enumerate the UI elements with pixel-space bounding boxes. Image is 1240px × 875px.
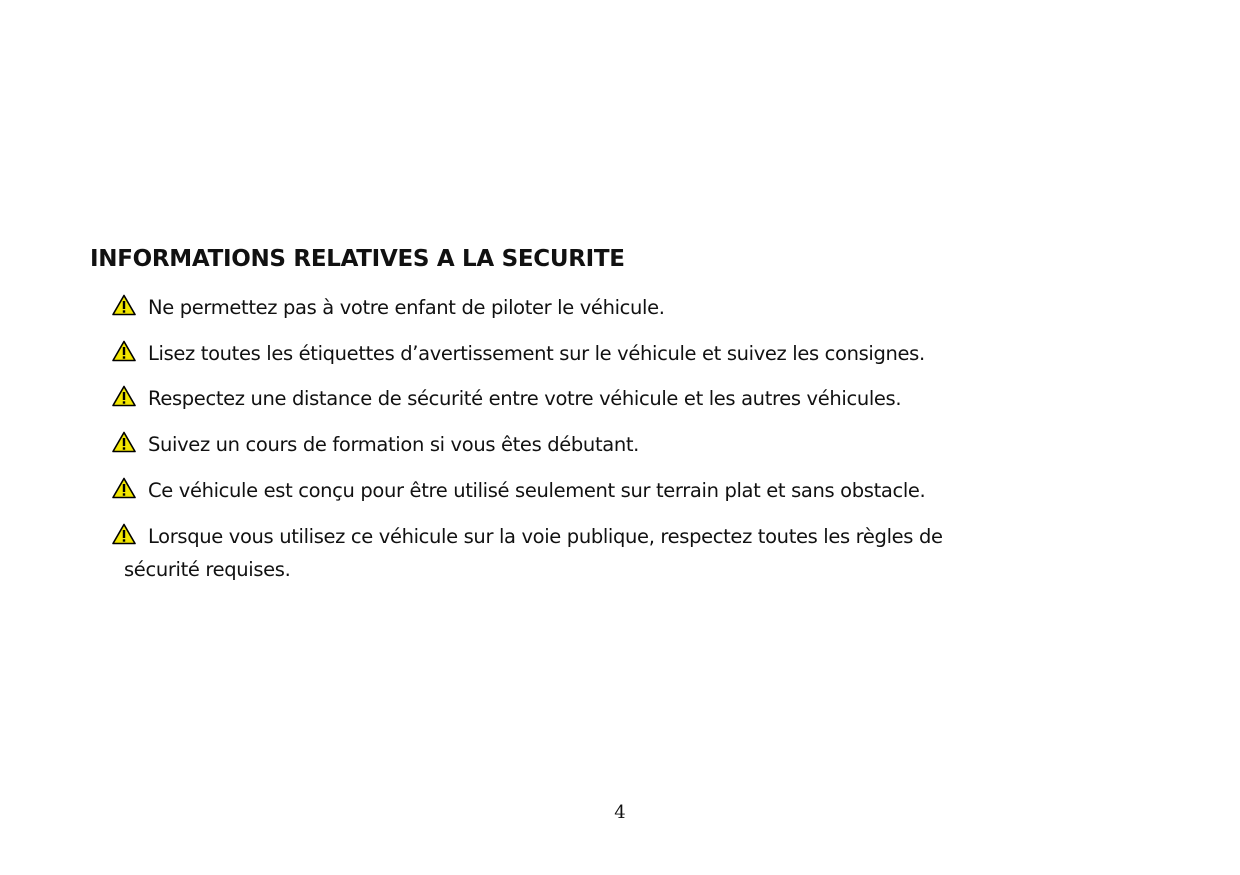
warning-icon [112, 477, 136, 499]
safety-item-text: Suivez un cours de formation si vous êtes débutant. [148, 433, 639, 456]
safety-item [112, 474, 925, 507]
safety-item-text: Ne permettez pas à votre enfant de piloter le véhicule. [148, 296, 665, 319]
safety-item [112, 382, 901, 415]
warning-icon [112, 294, 136, 316]
safety-item [112, 291, 665, 324]
safety-item-text: Lisez toutes les étiquettes d’avertissement sur le véhicule et suivez les consignes. [148, 342, 925, 365]
safety-item-text: Lorsque vous utilisez ce véhicule sur la voie publique, respectez toutes les règles de [148, 525, 943, 548]
warning-icon [112, 431, 136, 453]
warning-icon [112, 523, 136, 545]
safety-item [112, 428, 639, 461]
safety-item-text-continuation: sécurité requises. [124, 558, 291, 581]
section-title: INFORMATIONS RELATIVES A LA SECURITE [90, 246, 625, 272]
warning-icon [112, 340, 136, 362]
page-number: 4 [614, 802, 626, 823]
warning-icon [112, 385, 136, 407]
safety-item-text: Respectez une distance de sécurité entre votre véhicule et les autres véhicules. [148, 387, 902, 410]
safety-item [112, 520, 1112, 586]
safety-item [112, 337, 925, 370]
safety-item-text: Ce véhicule est conçu pour être utilisé seulement sur terrain plat et sans obstacle. [148, 479, 926, 502]
